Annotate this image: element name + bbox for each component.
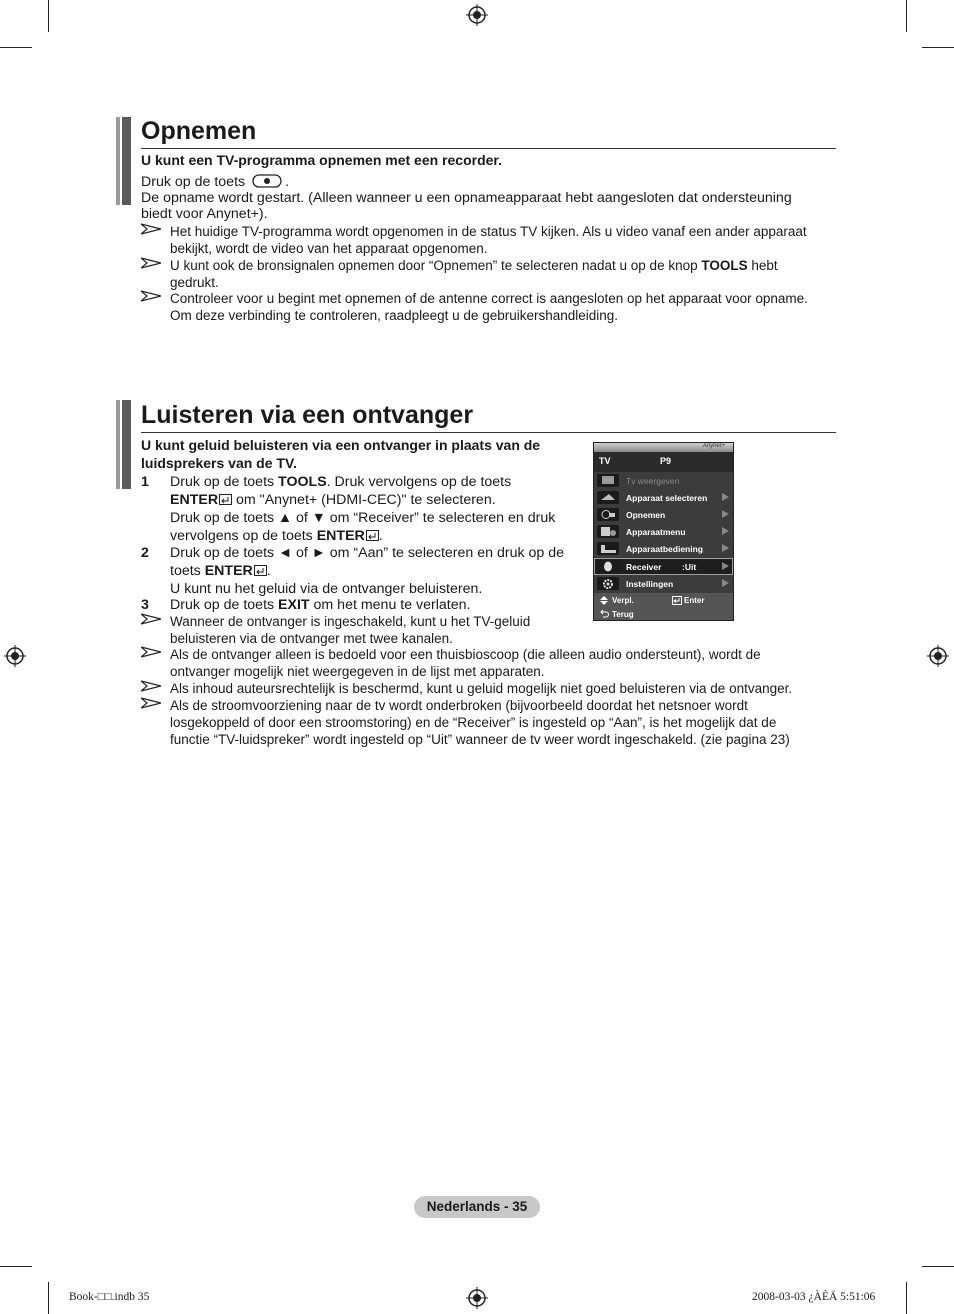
crop-mark <box>906 1282 907 1314</box>
step-text: . <box>378 528 383 544</box>
enter-icon <box>219 494 232 505</box>
body-line: Druk op de toets <box>141 174 246 190</box>
crop-mark <box>0 47 32 48</box>
settings-icon <box>597 577 619 590</box>
enter-icon <box>672 596 682 605</box>
step-number: 1 <box>141 474 149 490</box>
menu-item-opnemen[interactable] <box>594 506 733 523</box>
note-text: U kunt ook de bronsignalen opnemen door “Opnemen” te selecteren nadat u op de knop <box>170 258 702 273</box>
enter-icon <box>254 565 267 576</box>
section-lead: luidsprekers van de TV. <box>141 455 297 471</box>
step-text: om het menu te verlaten. <box>309 597 471 613</box>
registration-mark-icon <box>4 645 26 667</box>
note-key: TOOLS <box>701 258 748 273</box>
step-key: EXIT <box>278 597 310 613</box>
body-line-end: . <box>285 174 290 190</box>
title-rule <box>141 432 836 433</box>
menu-item-apparaatmenu[interactable] <box>594 523 733 540</box>
menu-item-label: Apparaatmenu <box>626 527 686 537</box>
crop-mark <box>48 0 49 32</box>
receiver-value: :Uit <box>682 562 697 572</box>
print-slug-left: Book-□□.indb 35 <box>69 1291 150 1303</box>
chevron-right-icon <box>722 493 729 501</box>
note <box>141 257 831 291</box>
step-text: om "Anynet+ (HDMI-CEC)" te selecteren. <box>232 492 496 508</box>
step-text: Druk op de toets <box>170 474 279 490</box>
note-arrow-icon <box>141 257 161 269</box>
step-text: Druk op de toets ◄ of ► om “Aan” te selecteren en druk op de <box>170 545 565 561</box>
tv-icon <box>597 474 619 487</box>
title-rule <box>141 148 836 149</box>
crop-mark <box>906 0 907 32</box>
note-arrow-icon <box>141 646 161 658</box>
menu-topbar <box>594 443 733 452</box>
section-bar <box>116 400 131 489</box>
device-control-icon <box>597 542 619 555</box>
step-1 <box>141 473 586 545</box>
step-key: ENTER <box>170 492 219 508</box>
crop-mark <box>0 1266 32 1267</box>
menu-item-label: Tv weergeven <box>626 476 680 486</box>
crop-mark <box>922 47 954 48</box>
section-lead: U kunt geluid beluisteren via een ontvanger in plaats van de <box>141 437 541 453</box>
body-text <box>141 174 289 190</box>
body-text: biedt voor Anynet+). <box>141 206 268 222</box>
step-text: Druk op de toets ▲ of ▼ om “Receiver” te selecteren en druk <box>170 510 556 526</box>
step-number: 3 <box>141 597 149 613</box>
step-text: toets <box>170 563 205 579</box>
receiver-icon <box>597 560 619 573</box>
section-bar <box>116 117 131 205</box>
note-text: Als de ontvanger alleen is bedoeld voor een thuisbioscoop (die alleen audio ondersteunt), wordt de <box>170 647 761 662</box>
step-key: ENTER <box>316 528 365 544</box>
note-arrow-icon <box>141 613 161 625</box>
note-text: Controleer voor u begint met opnemen of de antenne correct is aangesloten op het apparaat voor opname. <box>170 291 808 306</box>
menu-item-apparaatbediening[interactable] <box>594 540 733 557</box>
chevron-right-icon <box>722 562 729 570</box>
step-text: . <box>266 563 271 579</box>
note-arrow-icon <box>141 697 161 709</box>
menu-item-instellingen[interactable] <box>594 575 733 592</box>
note-text: beluisteren via de ontvanger met twee kanalen. <box>170 631 453 646</box>
device-menu-icon <box>597 525 619 538</box>
note <box>141 223 831 257</box>
menu-item-label: Apparaat selecteren <box>626 493 708 503</box>
record-icon <box>597 508 619 521</box>
chevron-right-icon <box>722 510 729 518</box>
anynet-logo: Anynet+ <box>702 443 725 449</box>
note-text: gedrukt. <box>170 275 219 290</box>
step-key: ENTER <box>204 563 253 579</box>
menu-item-label: Apparaatbediening <box>626 544 703 554</box>
step-text: Druk op de toets <box>170 597 279 613</box>
menu-item-label: Instellingen <box>626 579 674 589</box>
step-number: 2 <box>141 545 149 561</box>
step-text: . Druk vervolgens op de toets <box>326 474 512 490</box>
return-icon <box>600 610 609 618</box>
crop-mark <box>922 1266 954 1267</box>
enter-icon <box>366 530 379 541</box>
chevron-right-icon <box>722 544 729 552</box>
note-text: functie “TV-luidspreker” wordt ingesteld op “Uit” wanneer de tv weer wordt ingeschakeld. (zie pagina 23) <box>170 732 790 747</box>
note-text: Als inhoud auteursrechtelijk is beschermd, kunt u geluid mogelijk niet goed beluisteren via de ontvanger. <box>170 681 793 696</box>
body-text: De opname wordt gestart. (Alleen wanneer u een opnameapparaat hebt aangesloten dat ondersteuning <box>141 190 792 206</box>
device-select-icon <box>597 491 619 504</box>
note-arrow-icon <box>141 290 161 302</box>
note-text: hebt <box>747 258 778 273</box>
note <box>141 680 831 697</box>
registration-mark-icon <box>466 4 488 26</box>
step-key: TOOLS <box>278 474 327 490</box>
page-number: Nederlands - 35 <box>414 1196 540 1218</box>
menu-header <box>594 452 733 472</box>
menu-item-receiver[interactable] <box>594 558 733 575</box>
chevron-right-icon <box>722 579 729 587</box>
menu-item-tv-weergeven[interactable] <box>594 472 733 489</box>
step-2 <box>141 544 586 598</box>
note-arrow-icon <box>141 680 161 692</box>
menu-item-label: Receiver <box>626 562 662 572</box>
note-text: Als de stroomvoorziening naar de tv wordt onderbroken (bijvoorbeeld doordat het netsnoer wordt <box>170 698 748 713</box>
registration-mark-icon <box>927 645 949 667</box>
record-button-icon <box>252 174 282 188</box>
menu-item-label: Opnemen <box>626 510 666 520</box>
menu-source: TV <box>599 456 611 466</box>
section-lead: U kunt een TV-programma opnemen met een recorder. <box>141 152 502 168</box>
note <box>141 646 831 680</box>
note-text: Het huidige TV-programma wordt opgenomen in de status TV kijken. Als u video vanaf een ander apparaat <box>170 224 807 239</box>
menu-item-apparaat-selecteren[interactable] <box>594 489 733 506</box>
menu-footer <box>594 593 733 620</box>
note-text: Wanneer de ontvanger is ingeschakeld, kunt u het TV-geluid <box>170 614 531 629</box>
step-text: vervolgens op de toets <box>170 528 317 544</box>
note-text: ontvanger mogelijk niet weergegeven in de lijst met apparaten. <box>170 664 545 679</box>
note <box>141 697 831 748</box>
note <box>141 290 831 324</box>
note-arrow-icon <box>141 223 161 235</box>
print-slug-right: 2008-03-03 ¿ÀÈÄ 5:51:06 <box>752 1291 876 1303</box>
menu-channel: P9 <box>660 456 672 466</box>
note-text: losgekoppeld of door een stroomstoring) en de “Receiver” is ingesteld op “Aan”, is het mogelijk dat de <box>170 715 777 730</box>
note-text: bekijkt, wordt de video van het apparaat opgenomen. <box>170 241 488 256</box>
note-text: Om deze verbinding te controleren, raadpleegt u de gebruikershandleiding. <box>170 308 619 323</box>
section-title: Opnemen <box>141 117 257 145</box>
chevron-right-icon <box>722 527 729 535</box>
anynet-menu <box>593 442 734 621</box>
footer-enter-label: Enter <box>684 596 705 605</box>
footer-back-label: Terug <box>612 610 634 619</box>
up-down-icon <box>600 596 608 605</box>
section-title: Luisteren via een ontvanger <box>141 401 474 429</box>
step-text: U kunt nu het geluid via de ontvanger beluisteren. <box>170 581 483 597</box>
footer-move-label: Verpl. <box>612 596 634 605</box>
step-3 <box>141 596 586 614</box>
crop-mark <box>48 1282 49 1314</box>
registration-mark-icon <box>466 1287 488 1309</box>
